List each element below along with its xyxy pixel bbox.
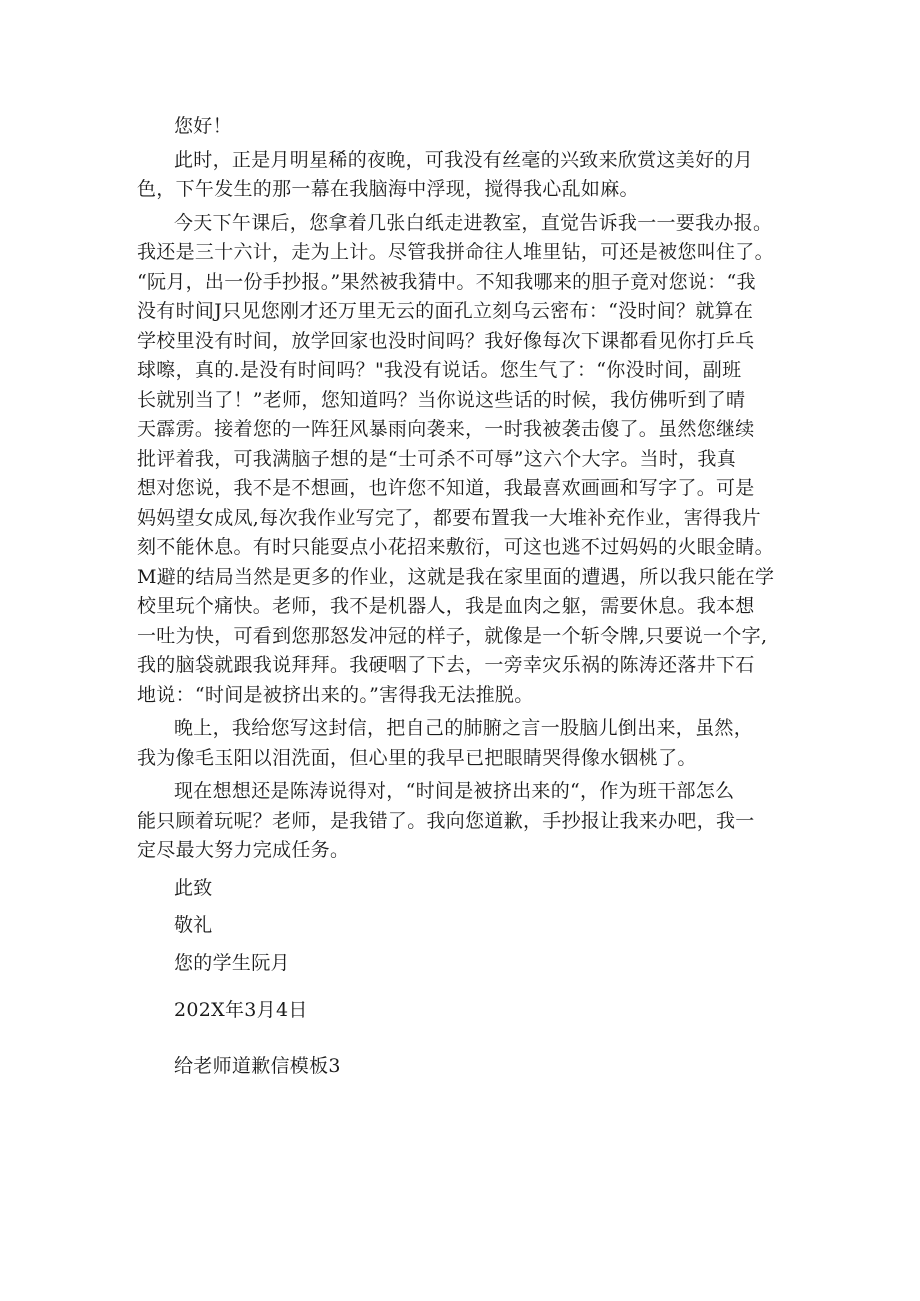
paragraph-line: 批评着我，可我满脑子想的是“士可杀不可辱”这六个大字。当时，我真 [137,447,737,470]
paragraph-line: 我的脑袋就跟我说拜拜。我硬咽了下去，一旁幸灾乐祸的陈涛还落井下石 [137,654,755,676]
greeting: 您好！ [174,115,232,137]
paragraph-line: M避的结局当然是更多的作业，这就是我在家里面的遭遇，所以我只能在学 [137,565,775,588]
paragraph-line: 地说：“时间是被挤出来的。”害得我无法推脱。 [137,683,534,706]
paragraph-4 [137,777,792,866]
paragraph-line: 学校里没有时间，放学回家也没时间吗？我好像每次下课都看见你打乒乓 [137,329,755,352]
paragraph-line: 校里玩个痛快。老师，我不是机器人，我是血肉之躯，需要休息。我本想 [137,595,755,617]
closing-regards: 敬礼 [174,914,213,936]
signature: 您的学生阮月 [174,951,290,974]
paragraph-line: 刻不能休息。有时只能耍点小花招来敷衍，可这也逃不过妈妈的火眼金睛。 [137,536,774,558]
paragraph-1 [137,146,792,205]
paragraph-line: 今天下午课后，您拿着几张白纸走进教室，直觉告诉我一一要我办报。 [174,211,773,234]
paragraph-line: 我还是三十六计，走为上计。尽管我拼命往人堆里钻，可还是被您叫住了。 [137,241,774,263]
next-section-title: 给老师道歉信模板3 [174,1054,341,1077]
paragraph-line: 此时，正是月明星稀的夜晚，可我没有丝毫的兴致来欣赏这美好的月 [174,148,754,171]
paragraph-line: 定尽最大努力完成任务。 [137,839,350,861]
paragraph-line: 妈妈望女成凤,每次我作业写完了，都要布置我一大堆补充作业，害得我片 [137,506,761,529]
paragraph-2 [137,209,792,711]
paragraph-line: 想对您说，我不是不想画，也许您不知道，我最喜欢画画和写字了。可是 [137,477,755,499]
paragraph-line: 天霹雳。接着您的一阵狂风暴雨向袭来，一时我被袭击傻了。虽然您继续 [137,418,755,440]
paragraph-line: 能只顾着玩呢？老师，是我错了。我向您道歉，手抄报让我来办吧，我一 [137,809,755,832]
paragraph-line: 一吐为快，可看到您那怒发冲冠的样子，就像是一个斩令牌,只要说一个字, [137,624,768,647]
closing-salutation: 此致 [174,876,213,899]
paragraph-line: 色，下午发生的那一幕在我脑海中浮现，搅得我心乱如麻。 [137,178,639,200]
paragraph-line: 没有时间J只见您刚才还万里无云的面孔立刻乌云密布：“没时间？就算在 [137,300,754,322]
letter-body [137,112,792,1081]
paragraph-line: 现在想想还是陈涛说得对，“时间是被挤出来的“，作为班干部怎么 [174,780,735,802]
paragraph-line: 我为像毛玉阳以泪洗面，但心里的我早已把眼睛哭得像水铟桃了。 [137,746,697,769]
paragraph-line: 晚上，我给您写这封信，把自己的肺腑之言一股脑儿倒出来，虽然， [174,717,754,739]
paragraph-line: “阮月，出一份手抄报。”果然被我猜中。不知我哪来的胆子竟对您说：“我 [137,270,756,293]
paragraph-line: 球嚓，真的.是没有时间吗？"我没有说话。您生气了：“你没时间，副班 [137,359,742,381]
paragraph-line: 长就别当了！”老师，您知道吗？当你说这些话的时候，我仿佛听到了晴 [137,388,746,411]
paragraph-3 [137,714,792,773]
letter-date: 202X年3月4日 [174,999,308,1021]
